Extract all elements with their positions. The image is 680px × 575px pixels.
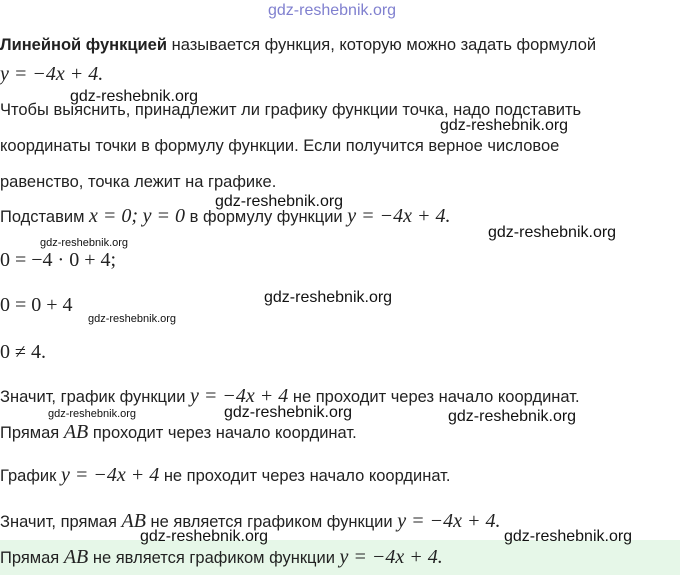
graph-lead: График [0, 467, 57, 485]
paragraph-line-2: координаты точки в формулу функции. Если получится верное числовое [0, 137, 560, 155]
watermark: gdz-reshebnik.org [504, 528, 633, 545]
x-value: x = 0; [89, 205, 139, 227]
line-ab-statement [0, 422, 357, 443]
function-formula: y = −4x + 4. [347, 205, 451, 227]
equation-3-text: 0 ≠ 4. [0, 341, 46, 363]
definition-line [0, 35, 596, 55]
graph-statement [0, 465, 450, 486]
conclusion-2-mid: не является графиком функции [150, 513, 393, 531]
answer-line [0, 547, 443, 568]
conclusion-1-formula: y = −4x + 4 [190, 385, 289, 407]
line-ab-lead: Прямая [0, 424, 60, 442]
conclusion-2-lead: Значит, прямая [0, 513, 117, 531]
paragraph-line-3: равенство, точка лежит на графике. [0, 173, 277, 191]
definition-formula [0, 64, 103, 84]
definition-text: называется функция, которую можно задать формулой [171, 36, 597, 54]
watermark: gdz-reshebnik.org [140, 528, 269, 545]
formula: y = −4x + 4. [0, 63, 104, 85]
equation-1-text: 0 = −4 · 0 + 4; [0, 249, 117, 271]
substitution-mid: в формулу функции [189, 208, 343, 226]
watermark: gdz-reshebnik.org [448, 408, 577, 425]
conclusion-2-ab: AB [121, 510, 146, 532]
watermark-top: gdz-reshebnik.org [268, 2, 397, 19]
line-ab-name: AB [63, 421, 89, 443]
watermark: gdz-reshebnik.org [48, 408, 137, 420]
equation-2 [0, 295, 73, 315]
equation-1 [0, 250, 116, 270]
answer-lead: Прямая [0, 549, 60, 567]
watermark: gdz-reshebnik.org [88, 313, 177, 325]
definition-term: Линейной функцией [0, 36, 168, 54]
conclusion-1-rest: не проходит через начало координат. [292, 388, 580, 406]
answer-formula: y = −4x + 4. [339, 546, 443, 568]
answer-mid: не является графиком функции [92, 549, 335, 567]
answer-ab: AB [63, 546, 89, 568]
watermark: gdz-reshebnik.org [70, 88, 199, 105]
equation-3 [0, 342, 46, 362]
watermark: gdz-reshebnik.org [264, 289, 393, 306]
y-value: y = 0 [142, 205, 186, 227]
conclusion-2-formula: y = −4x + 4. [397, 510, 501, 532]
equation-2-text: 0 = 0 + 4 [0, 294, 73, 316]
graph-formula: y = −4x + 4 [60, 464, 160, 486]
line-ab-rest: проходит через начало координат. [92, 424, 357, 442]
graph-rest: не проходит через начало координат. [163, 467, 451, 485]
watermark: gdz-reshebnik.org [40, 237, 129, 249]
watermark: gdz-reshebnik.org [440, 117, 569, 134]
paragraph-line-1: Чтобы выяснить, принадлежит ли графику функции точка, надо подставить [0, 101, 582, 119]
watermark: gdz-reshebnik.org [488, 224, 617, 241]
substitution-lead: Подставим [0, 208, 85, 226]
conclusion-1-lead: Значит, график функции [0, 388, 186, 406]
watermark: gdz-reshebnik.org [215, 193, 344, 210]
watermark: gdz-reshebnik.org [224, 404, 353, 421]
